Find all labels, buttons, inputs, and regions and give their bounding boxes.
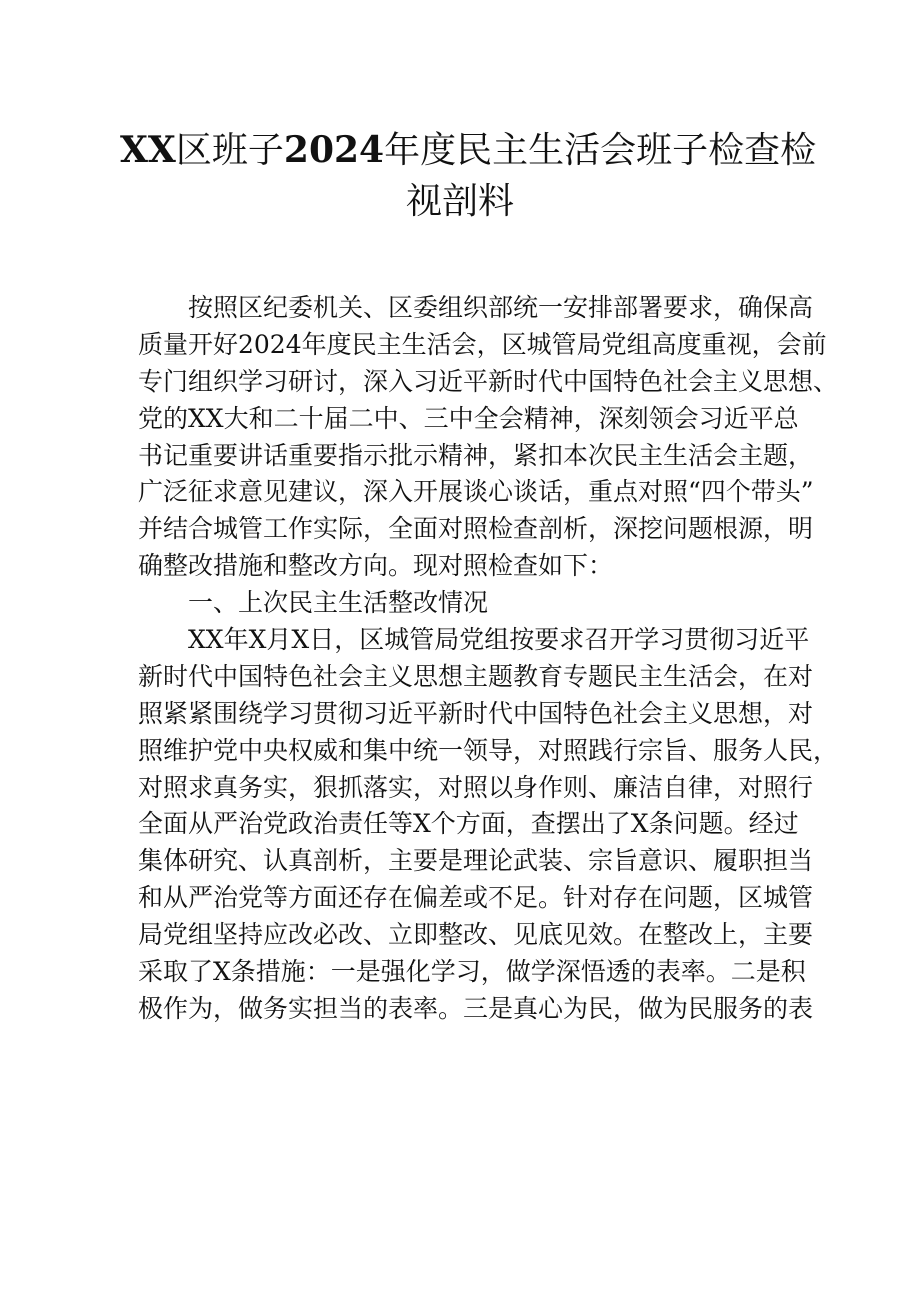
document-body [138, 290, 839, 1028]
body-line: 照紧紧围绕学习贯彻习近平新时代中国特色社会主义思想，对 [138, 698, 814, 728]
body-line: 局党组坚持应改必改、立即整改、见底见效。在整改上，主要 [138, 920, 814, 950]
body-line: 广泛征求意见建议，深入开展谈心谈话，重点对照“四个带头” [138, 477, 814, 507]
body-line: 专门组织学习研讨，深入习近平新时代中国特色社会主义思想、 [138, 366, 839, 396]
body-line: 照维护党中央权威和集中统一领导，对照践行宗旨、服务人民， [138, 735, 839, 765]
body-line: 集体研究、认真剖析，主要是理论武装、宗旨意识、履职担当 [138, 846, 814, 876]
document-title-line-2: 视剖料 [405, 181, 514, 222]
body-line: 确整改措施和整改方向。现对照检查如下： [138, 551, 614, 581]
title-text-b: 年度民主生活会班子检查检 [384, 130, 817, 171]
body-line: 按照区纪委机关、区委组织部统一安排部署要求，确保高 [188, 293, 814, 322]
body-line: 书记重要讲话重要指示批示精神，紧扣本次民主生活会主题， [138, 440, 814, 470]
body-line: 极作为，做务实担当的表率。三是真心为民，做为民服务的表 [138, 993, 814, 1023]
body-line: 全面从严治党政治责任等X个方面，查摆出了X条问题。经过 [138, 809, 799, 839]
title-year: 2024 [283, 129, 385, 171]
body-line: 采取了X条措施：一是强化学习，做学深悟透的表率。二是积 [138, 957, 806, 987]
body-line: 党的XX大和二十届二中、三中全会精神，深刻领会习近平总 [138, 403, 799, 433]
body-line: 新时代中国特色社会主义思想主题教育专题民主生活会，在对 [138, 661, 814, 691]
body-line: XX年X月X日，区城管局党组按要求召开学习贯彻习近平 [188, 625, 810, 655]
section-heading: 一、上次民主生活整改情况 [188, 588, 489, 618]
title-text-a: 区班子 [175, 130, 284, 171]
body-line: 并结合城管工作实际，全面对照检查剖析，深挖问题根源，明 [138, 514, 814, 544]
body-line: 和从严治党等方面还存在偏差或不足。针对存在问题，区城管 [138, 883, 814, 913]
title-prefix: XX [120, 129, 176, 171]
document-title-line-1 [120, 125, 817, 176]
body-line: 质量开好2024年度民主生活会，区城管局党组高度重视，会前 [138, 329, 827, 359]
body-line: 对照求真务实，狠抓落实，对照以身作则、廉洁自律，对照行 [138, 772, 814, 802]
